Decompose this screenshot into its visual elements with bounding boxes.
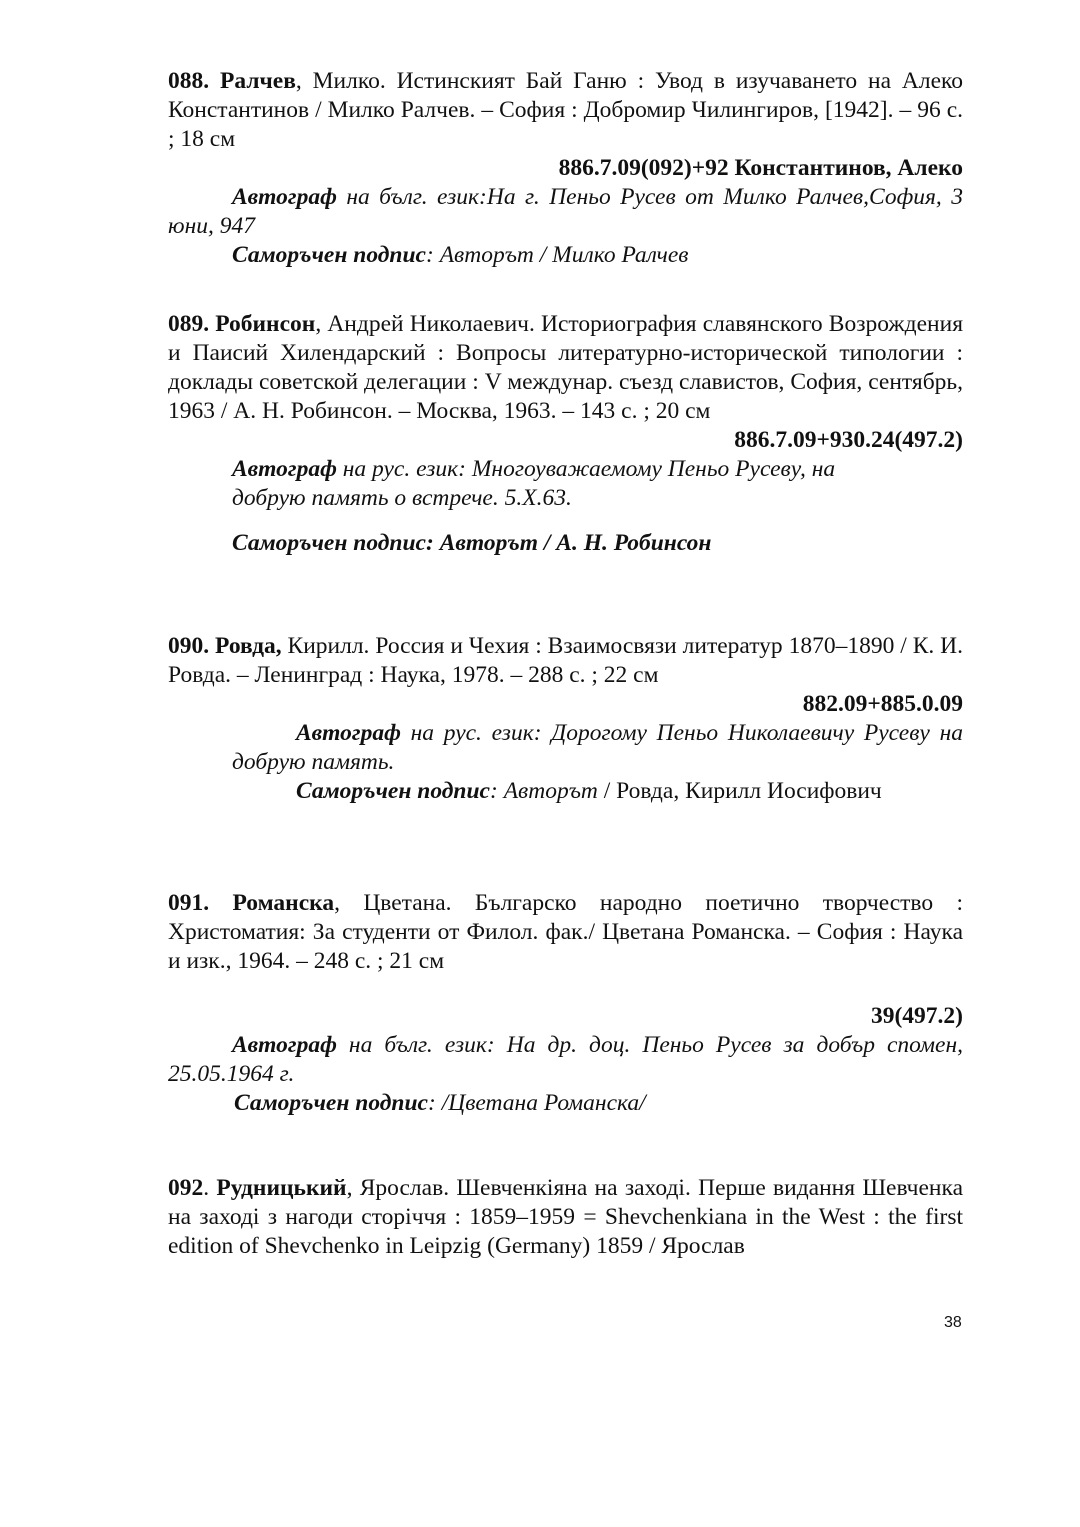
entry-text: , Андрей Николаевич. Историография славянского Возрождения и Паисий Хилендарский : Вопросы литературно-исторической типологии : доклады советской делегации : V междунар. съезд славистов, София, сентябрь, 1963 / А. Н. Робинсон. – Москва, 1963. – 143 с. ; 20 см xyxy=(168,311,964,424)
entry-author: Ровда, xyxy=(215,633,282,659)
udc-classification: 886.7.09+930.24(497.2) xyxy=(734,427,963,453)
entry-description: 092. Рудницький, Ярослав. Шевченкіяна на заході. Перше видання Шевченка на заході з нагоди сторіччя : 1859–1959 = Shevchenkiana in the West : the first edition of Shevchenko in Leipzig (Germany) 1859 / Ярослав xyxy=(168,1175,964,1259)
entry-number: 091. xyxy=(168,890,210,916)
autograph-note xyxy=(168,455,963,513)
entry-090 xyxy=(168,632,963,806)
autograph-note xyxy=(168,1031,963,1089)
signature-text: : /Цветана Романска/ xyxy=(428,1090,646,1116)
entry-description xyxy=(168,310,963,426)
entry-088 xyxy=(168,67,963,270)
entry-author: Робинсон xyxy=(215,311,316,337)
autograph-text: на бълг. език: На др. доц. Пеньо Русев за добър спомен, 25.05.1964 г. xyxy=(168,1032,963,1087)
signature-note xyxy=(168,1089,963,1118)
entry-text: , Цветана. Българско народно поетично творчество : Христоматия: За студенти от Филол. фак./ Цветана Романска. – София : Наука и изк., 1964. – 248 с. ; 21 см xyxy=(168,890,964,974)
udc-classification: 886.7.09(092)+92 Константинов, Алеко xyxy=(558,155,963,181)
entry-description xyxy=(168,632,963,690)
udc-classification: 882.09+885.0.09 xyxy=(802,691,963,717)
page-number: 38 xyxy=(944,1314,962,1331)
autograph-label: Автограф xyxy=(296,720,401,746)
autograph-note xyxy=(168,183,963,241)
signature-label: Саморъчен подпис xyxy=(232,242,426,268)
entry-091 xyxy=(168,889,963,1118)
entry-description xyxy=(168,67,963,154)
signature-label: Саморъчен подпис xyxy=(296,778,490,804)
entry-number: 088. xyxy=(168,68,210,94)
entry-author: Ралчев xyxy=(220,68,296,94)
signature-label: Саморъчен подпис xyxy=(234,1090,428,1116)
signature-note xyxy=(168,529,963,558)
entry-number: 092 xyxy=(168,1175,204,1201)
signature-note xyxy=(168,241,963,270)
autograph-label: Автограф xyxy=(232,184,337,210)
entry-text: , Ярослав. Шевченкіяна на заході. Перше видання Шевченка на заході з нагоди сторіччя : 1859–1959 = Shevchenkiana in the West : the first edition of Shevchenko in Leipzig (Germany) 1859 / Ярослав xyxy=(168,1175,964,1259)
autograph-label: Автограф xyxy=(232,456,337,482)
udc-classification: 39(497.2) xyxy=(870,1003,963,1029)
signature-text: : Авторът xyxy=(490,778,598,804)
signature-text: : Авторът / Милко Ралчев xyxy=(426,242,689,268)
entry-092 xyxy=(168,1174,963,1261)
entry-text: , Милко. Истинският Бай Ганю : Увод в изучаването на Алеко Константинов / Милко Ралчев. – София : Добромир Чилингиров, [1942]. – 96 с. ; 18 см xyxy=(168,68,963,152)
signature-name: / Ровда, Кирилл Иосифович xyxy=(597,778,882,804)
entry-number: 089. xyxy=(168,311,210,337)
autograph-label: Автограф xyxy=(232,1032,337,1058)
signature-note xyxy=(168,777,963,806)
autograph-text: на рус. език: Многоуважаемому Пеньо Русеву, на добрую память о встрече. 5.X.63. xyxy=(232,456,836,511)
autograph-note xyxy=(168,719,963,777)
autograph-text: на бълг. език:На г. Пеньо Русев от Милко Ралчев,София, 3 юни, 947 xyxy=(168,184,963,239)
autograph-text: на рус. език: Дорогому Пеньо Николаевичу Русеву на добрую память. xyxy=(232,720,963,775)
entry-text: Кирилл. Россия и Чехия : Взаимосвязи литератур 1870–1890 / К. И. Ровда. – Ленинград : Наука, 1978. – 288 с. ; 22 см xyxy=(168,633,964,688)
entry-author: Романска xyxy=(232,890,335,916)
entry-author: Рудницький xyxy=(216,1175,347,1201)
signature-label: Саморъчен подпис: Авторът / А. Н. Робинсон xyxy=(232,530,712,556)
entry-number: 090. xyxy=(168,633,210,659)
entry-089 xyxy=(168,310,963,558)
entry-description xyxy=(168,889,963,976)
